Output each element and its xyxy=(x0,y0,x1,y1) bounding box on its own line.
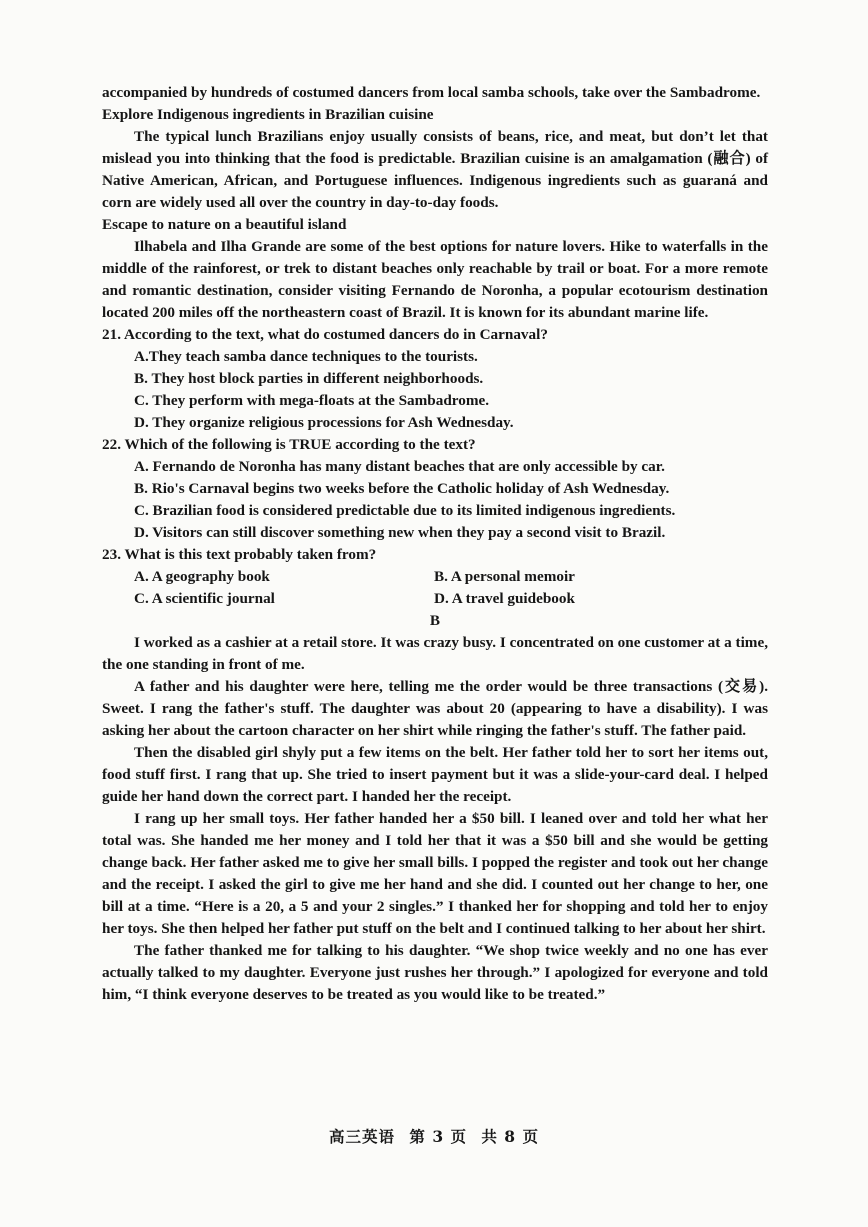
question-stem: 22. Which of the following is TRUE according to the text? xyxy=(102,436,476,453)
question-21 xyxy=(102,324,768,434)
heading-island: Escape to nature on a beautiful island xyxy=(102,216,347,233)
option-b: B. They host block parties in different neighborhoods. xyxy=(134,370,484,387)
passage-b-paragraph: Then the disabled girl shyly put a few items on the belt. Her father told her to sort her items out, food stuff first. I rang that up. She tried to insert payment but it was a slide-your-card deal. I helped guide her hand down the correct part. I handed her the receipt. xyxy=(102,744,768,805)
footer-page-number: 第 3 页 xyxy=(409,1127,467,1146)
footer-subject: 高三英语 xyxy=(329,1127,396,1146)
passage-a-carnaval-end: accompanied by hundreds of costumed dancers from local samba schools, take over the Sambadrome. xyxy=(102,84,761,101)
option-grid xyxy=(102,566,768,610)
passage-b-paragraph: A father and his daughter were here, telling me the order would be three transactions (交易). Sweet. I rang the father's stuff. The daughter was about 20 (appearing to have a disability). I was asking her about the cartoon character on her shirt while ringing the father's stuff. The father paid. xyxy=(102,678,768,739)
question-stem: 21. According to the text, what do costumed dancers do in Carnaval? xyxy=(102,326,548,343)
option-b: B. Rio's Carnaval begins two weeks before the Catholic holiday of Ash Wednesday. xyxy=(134,480,670,497)
option-c: C. They perform with mega-floats at the Sambadrome. xyxy=(134,392,490,409)
option-c: C. Brazilian food is considered predictable due to its limited indigenous ingredients. xyxy=(134,502,676,519)
section-letter-b: B xyxy=(429,612,441,629)
option-c: C. A scientific journal xyxy=(134,590,275,607)
option-d: D. They organize religious processions for Ash Wednesday. xyxy=(134,414,514,431)
passage-b-paragraph: The father thanked me for talking to his daughter. “We shop twice weekly and no one has ever actually talked to my daughter. Everyone just rushes her through.” I apologized for everyone and told him, “I think everyone deserves to be treated as you would like to be treated.” xyxy=(102,942,768,1003)
page-footer xyxy=(0,1126,868,1148)
option-a: A. Fernando de Noronha has many distant beaches that are only accessible by car. xyxy=(134,458,665,475)
option-a: A. A geography book xyxy=(134,568,270,585)
option-a: A.They teach samba dance techniques to the tourists. xyxy=(134,348,478,365)
heading-cuisine: Explore Indigenous ingredients in Brazilian cuisine xyxy=(102,106,434,123)
passage-b-paragraph: I rang up her small toys. Her father handed her a $50 bill. I leaned over and told her what her total was. She handed me her money and I told her that it was a $50 bill and she would be getting change back. Her father asked me to give her small bills. I popped the register and took out her change and the receipt. I asked the girl to give me her hand and she did. I counted out her change to her, one bill at a time. “Here is a 20, a 5 and your 2 singles.” I thanked her for shopping and told her to enjoy her toys. She then helped her father put stuff on the belt and I continued talking to her about her shirt. xyxy=(102,810,768,937)
question-23 xyxy=(102,544,768,610)
paragraph-cuisine: The typical lunch Brazilians enjoy usually consists of beans, rice, and meat, but don’t let that mislead you into thinking that the food is predictable. Brazilian cuisine is an amalgamation (融合) of Native American, African, and Portuguese influences. Indigenous ingredients such as guaraná and corn are widely used all over the country in day-to-day foods. xyxy=(102,128,768,211)
passage-b-paragraph: I worked as a cashier at a retail store. It was crazy busy. I concentrated on one customer at a time, the one standing in front of me. xyxy=(102,634,768,673)
paragraph-island: Ilhabela and Ilha Grande are some of the best options for nature lovers. Hike to waterfalls in the middle of the rainforest, or trek to distant beaches only reachable by trail or boat. For a more remote and romantic destination, consider visiting Fernando de Noronha, a popular ecotourism destination located 200 miles off the northeastern coast of Brazil. It is known for its abundant marine life. xyxy=(102,238,768,321)
option-b: B. A personal memoir xyxy=(434,568,575,585)
option-d: D. A travel guidebook xyxy=(434,590,575,607)
question-22 xyxy=(102,434,768,544)
option-d: D. Visitors can still discover something new when they pay a second visit to Brazil. xyxy=(134,524,666,541)
footer-total-pages: 共 8 页 xyxy=(481,1127,539,1146)
question-stem: 23. What is this text probably taken from? xyxy=(102,546,377,563)
